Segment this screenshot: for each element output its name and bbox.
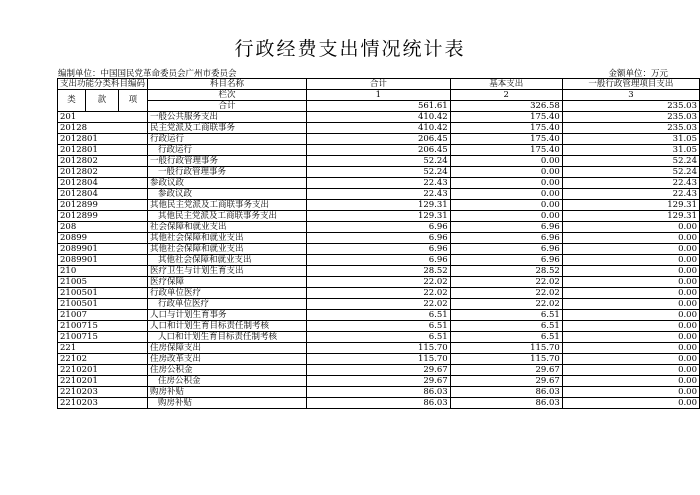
- row-subject-name: 购房补贴: [148, 387, 307, 398]
- row-total: 22.43: [306, 178, 450, 189]
- row-total: 22.02: [306, 277, 450, 288]
- table-row: [58, 244, 700, 255]
- row-subject-name: 其他社会保障和就业支出: [148, 233, 307, 244]
- table-row: [58, 277, 700, 288]
- row-total: 52.24: [306, 156, 450, 167]
- row-basic: 86.03: [450, 387, 562, 398]
- row-subject-name: 行政单位医疗: [148, 288, 307, 299]
- row-subject-name: 行政运行: [148, 145, 307, 156]
- row-basic: 115.70: [450, 354, 562, 365]
- row-project: 22.43: [562, 189, 699, 200]
- amount-unit: 金额单位：万元: [608, 69, 668, 79]
- row-total: 86.03: [306, 387, 450, 398]
- row-project: 129.31: [562, 200, 699, 211]
- total-row-total: 561.61: [306, 101, 450, 112]
- row-code: 2210201: [58, 365, 148, 376]
- subject-name-header: 科目名称: [148, 79, 307, 90]
- row-total: 29.67: [306, 376, 450, 387]
- row-project: 31.05: [562, 134, 699, 145]
- row-project: 0.00: [562, 299, 699, 310]
- table-row: [58, 310, 700, 321]
- row-code: 2100501: [58, 288, 148, 299]
- row-subject-name: 其他民主党派及工商联事务支出: [148, 200, 307, 211]
- row-subject-name: 住房改革支出: [148, 354, 307, 365]
- row-basic: 6.51: [450, 332, 562, 343]
- row-total: 29.67: [306, 365, 450, 376]
- row-basic: 6.96: [450, 244, 562, 255]
- row-code: 2012899: [58, 211, 148, 222]
- row-project: 0.00: [562, 277, 699, 288]
- row-basic: 22.02: [450, 277, 562, 288]
- row-subject-name: 参政议政: [148, 189, 307, 200]
- row-total: 129.31: [306, 211, 450, 222]
- row-project: 0.00: [562, 222, 699, 233]
- row-subject-name: 人口和计划生育目标责任制考核: [148, 321, 307, 332]
- row-total: 6.96: [306, 255, 450, 266]
- row-total: 115.70: [306, 354, 450, 365]
- row-total: 22.02: [306, 288, 450, 299]
- row-basic: 175.40: [450, 134, 562, 145]
- row-total: 6.96: [306, 222, 450, 233]
- row-project: 235.03: [562, 112, 699, 123]
- row-basic: 6.51: [450, 321, 562, 332]
- index-2: 2: [450, 90, 562, 101]
- page-title: 行政经费支出情况统计表: [234, 38, 466, 60]
- table-row: [58, 398, 700, 409]
- total-row: [58, 101, 700, 112]
- row-subject-name: 一般行政管理事务: [148, 156, 307, 167]
- row-project: 0.00: [562, 310, 699, 321]
- row-project: 0.00: [562, 354, 699, 365]
- row-subject-name: 医疗卫生与计划生育支出: [148, 266, 307, 277]
- row-subject-name: 民主党派及工商联事务: [148, 123, 307, 134]
- row-subject-name: 人口和计划生育目标责任制考核: [148, 332, 307, 343]
- compiling-unit: 编制单位：中国国民党革命委员会广州市委员会: [58, 69, 237, 79]
- row-total: 206.45: [306, 145, 450, 156]
- table-row: [58, 112, 700, 123]
- table-row: [58, 222, 700, 233]
- row-basic: 28.52: [450, 266, 562, 277]
- col-lei: 类: [58, 90, 86, 112]
- row-project: 52.24: [562, 167, 699, 178]
- row-project: 0.00: [562, 387, 699, 398]
- row-basic: 6.51: [450, 310, 562, 321]
- row-subject-name: 购房补贴: [148, 398, 307, 409]
- row-code: 208: [58, 222, 148, 233]
- row-code: 2012804: [58, 178, 148, 189]
- table-row: [58, 233, 700, 244]
- row-subject-name: 其他社会保障和就业支出: [148, 255, 307, 266]
- table-row: [58, 255, 700, 266]
- row-project: 0.00: [562, 398, 699, 409]
- row-code: 2012804: [58, 189, 148, 200]
- row-project: 0.00: [562, 288, 699, 299]
- row-project: 22.43: [562, 178, 699, 189]
- row-basic: 22.02: [450, 288, 562, 299]
- row-total: 6.51: [306, 332, 450, 343]
- row-code: 21007: [58, 310, 148, 321]
- row-subject-name: 参政议政: [148, 178, 307, 189]
- row-total: 22.43: [306, 189, 450, 200]
- row-subject-name: 一般行政管理事务: [148, 167, 307, 178]
- lanci-label: 栏次: [148, 90, 307, 101]
- table-row: [58, 354, 700, 365]
- row-basic: 0.00: [450, 156, 562, 167]
- row-basic: 0.00: [450, 167, 562, 178]
- row-basic: 175.40: [450, 145, 562, 156]
- row-project: 0.00: [562, 255, 699, 266]
- table-row: [58, 145, 700, 156]
- row-total: 410.42: [306, 112, 450, 123]
- row-code: 20899: [58, 233, 148, 244]
- row-project: 0.00: [562, 343, 699, 354]
- header-row-2: [58, 90, 700, 101]
- row-subject-name: 行政单位医疗: [148, 299, 307, 310]
- table-row: [58, 134, 700, 145]
- row-code: 21005: [58, 277, 148, 288]
- row-code: 2100715: [58, 332, 148, 343]
- table-row: [58, 387, 700, 398]
- row-code: 2012801: [58, 134, 148, 145]
- row-total: 129.31: [306, 200, 450, 211]
- row-project: 52.24: [562, 156, 699, 167]
- row-code: 2210203: [58, 387, 148, 398]
- basic-header: 基本支出: [450, 79, 562, 90]
- row-code: 2012802: [58, 167, 148, 178]
- index-3: 3: [562, 90, 699, 101]
- func-class-title: 支出功能分类科目编码: [58, 79, 148, 90]
- total-row-label: 合计: [148, 101, 307, 112]
- row-basic: 29.67: [450, 365, 562, 376]
- header-row-1: [58, 79, 700, 90]
- table-row: [58, 167, 700, 178]
- row-project: 0.00: [562, 266, 699, 277]
- table-row: [58, 156, 700, 167]
- row-basic: 6.96: [450, 255, 562, 266]
- row-code: 22102: [58, 354, 148, 365]
- table-row: [58, 178, 700, 189]
- row-basic: 175.40: [450, 112, 562, 123]
- row-code: 2210203: [58, 398, 148, 409]
- row-total: 6.51: [306, 310, 450, 321]
- row-subject-name: 住房公积金: [148, 376, 307, 387]
- row-project: 0.00: [562, 233, 699, 244]
- row-project: 235.03: [562, 123, 699, 134]
- row-subject-name: 医疗保障: [148, 277, 307, 288]
- row-subject-name: 其他社会保障和就业支出: [148, 244, 307, 255]
- table-row: [58, 189, 700, 200]
- col-kuan: 款: [86, 90, 119, 112]
- row-code: 2100715: [58, 321, 148, 332]
- row-basic: 86.03: [450, 398, 562, 409]
- table-row: [58, 299, 700, 310]
- table-row: [58, 332, 700, 343]
- table-row: [58, 200, 700, 211]
- row-basic: 175.40: [450, 123, 562, 134]
- row-subject-name: 行政运行: [148, 134, 307, 145]
- table-row: [58, 266, 700, 277]
- row-subject-name: 住房公积金: [148, 365, 307, 376]
- row-total: 206.45: [306, 134, 450, 145]
- row-total: 52.24: [306, 167, 450, 178]
- row-basic: 6.96: [450, 222, 562, 233]
- row-subject-name: 社会保障和就业支出: [148, 222, 307, 233]
- row-total: 410.42: [306, 123, 450, 134]
- expense-table: [57, 78, 700, 409]
- table-row: [58, 288, 700, 299]
- row-total: 6.96: [306, 233, 450, 244]
- total-row-basic: 326.58: [450, 101, 562, 112]
- row-project: 0.00: [562, 332, 699, 343]
- row-project: 0.00: [562, 365, 699, 376]
- row-code: 210: [58, 266, 148, 277]
- row-total: 115.70: [306, 343, 450, 354]
- total-header: 合计: [306, 79, 450, 90]
- row-subject-name: 其他民主党派及工商联事务支出: [148, 211, 307, 222]
- row-total: 6.96: [306, 244, 450, 255]
- row-code: 2100501: [58, 299, 148, 310]
- table-row: [58, 321, 700, 332]
- row-total: 22.02: [306, 299, 450, 310]
- row-basic: 0.00: [450, 200, 562, 211]
- admin-project-header: 一般行政管理项目支出: [562, 79, 699, 90]
- row-code: 2210201: [58, 376, 148, 387]
- row-project: 129.31: [562, 211, 699, 222]
- row-total: 6.51: [306, 321, 450, 332]
- row-subject-name: 住房保障支出: [148, 343, 307, 354]
- row-code: 2089901: [58, 244, 148, 255]
- row-basic: 29.67: [450, 376, 562, 387]
- row-subject-name: 人口与计划生育事务: [148, 310, 307, 321]
- row-basic: 0.00: [450, 189, 562, 200]
- table-row: [58, 123, 700, 134]
- row-project: 31.05: [562, 145, 699, 156]
- row-code: 201: [58, 112, 148, 123]
- index-1: 1: [306, 90, 450, 101]
- total-row-project: 235.03: [562, 101, 699, 112]
- row-basic: 115.70: [450, 343, 562, 354]
- row-code: 20128: [58, 123, 148, 134]
- table-row: [58, 365, 700, 376]
- row-project: 0.00: [562, 376, 699, 387]
- table-row: [58, 376, 700, 387]
- col-xiang: 项: [118, 90, 147, 112]
- row-code: 2012801: [58, 145, 148, 156]
- row-basic: 6.96: [450, 233, 562, 244]
- row-code: 2012899: [58, 200, 148, 211]
- row-total: 86.03: [306, 398, 450, 409]
- row-project: 0.00: [562, 244, 699, 255]
- row-basic: 22.02: [450, 299, 562, 310]
- row-subject-name: 一般公共服务支出: [148, 112, 307, 123]
- row-basic: 0.00: [450, 178, 562, 189]
- table-row: [58, 343, 700, 354]
- row-basic: 0.00: [450, 211, 562, 222]
- row-code: 221: [58, 343, 148, 354]
- row-code: 2089901: [58, 255, 148, 266]
- table-row: [58, 211, 700, 222]
- row-project: 0.00: [562, 321, 699, 332]
- row-code: 2012802: [58, 156, 148, 167]
- row-total: 28.52: [306, 266, 450, 277]
